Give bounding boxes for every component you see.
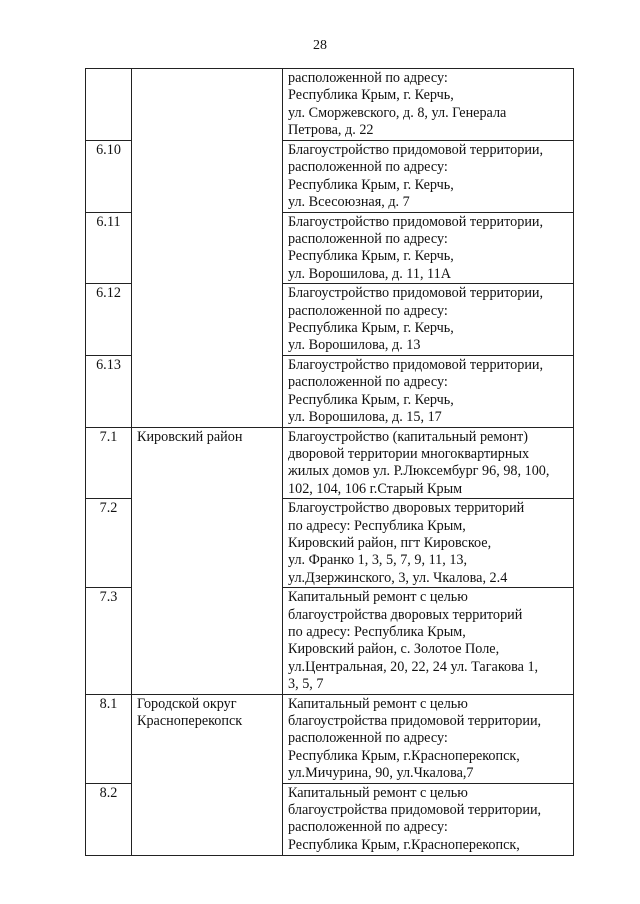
table-row <box>86 69 574 141</box>
table-row <box>86 427 574 499</box>
row-description: Благоустройство придомовой территории, расположенной по адресу: Республика Крым, г. Керчь, ул. Ворошилова, д. 13 <box>283 284 574 356</box>
row-number: 6.10 <box>86 141 132 213</box>
row-number: 6.11 <box>86 212 132 284</box>
page-number: 28 <box>313 38 327 53</box>
row-number: 8.1 <box>86 694 132 783</box>
row-description: Благоустройство придомовой территории, расположенной по адресу: Республика Крым, г. Керчь, ул. Всесоюзная, д. 7 <box>283 141 574 213</box>
projects-table <box>85 68 574 856</box>
row-number: 6.13 <box>86 355 132 427</box>
row-number: 7.3 <box>86 588 132 694</box>
district-cell: Городской округ Красноперекопск <box>132 694 283 855</box>
row-description: Капитальный ремонт с целью благоустройства придомовой территории, расположенной по адресу: Республика Крым, г.Красноперекопск, <box>283 783 574 855</box>
row-description: Благоустройство (капитальный ремонт) дворовой территории многоквартирных жилых домов ул. Р.Люксембург 96, 98, 100, 102, 104, 106 г.Старый Крым <box>283 427 574 499</box>
row-description: Капитальный ремонт с целью благоустройства дворовых территорий по адресу: Республика Крым, Кировский район, с. Золотое Поле, ул.Центральная, 20, 22, 24 ул. Тагакова 1, 3, 5, 7 <box>283 588 574 694</box>
table-row <box>86 694 574 783</box>
row-number: 7.1 <box>86 427 132 499</box>
row-description: Благоустройство придомовой территории, расположенной по адресу: Республика Крым, г. Керчь, ул. Ворошилова, д. 11, 11А <box>283 212 574 284</box>
row-number: 7.2 <box>86 499 132 588</box>
district-cell <box>132 69 283 428</box>
row-number: 6.12 <box>86 284 132 356</box>
row-number: 8.2 <box>86 783 132 855</box>
row-number <box>86 69 132 141</box>
district-cell: Кировский район <box>132 427 283 694</box>
row-description: расположенной по адресу: Республика Крым, г. Керчь, ул. Сморжевского, д. 8, ул. Генерала Петрова, д. 22 <box>283 69 574 141</box>
row-description: Благоустройство придомовой территории, расположенной по адресу: Республика Крым, г. Керчь, ул. Ворошилова, д. 15, 17 <box>283 355 574 427</box>
row-description: Благоустройство дворовых территорий по адресу: Республика Крым, Кировский район, пгт Кировское, ул. Франко 1, 3, 5, 7, 9, 11, 13, ул.Дзержинского, 3, ул. Чкалова, 2.4 <box>283 499 574 588</box>
row-description: Капитальный ремонт с целью благоустройства придомовой территории, расположенной по адресу: Республика Крым, г.Красноперекопск, ул.Мичурина, 90, ул.Чкалова,7 <box>283 694 574 783</box>
